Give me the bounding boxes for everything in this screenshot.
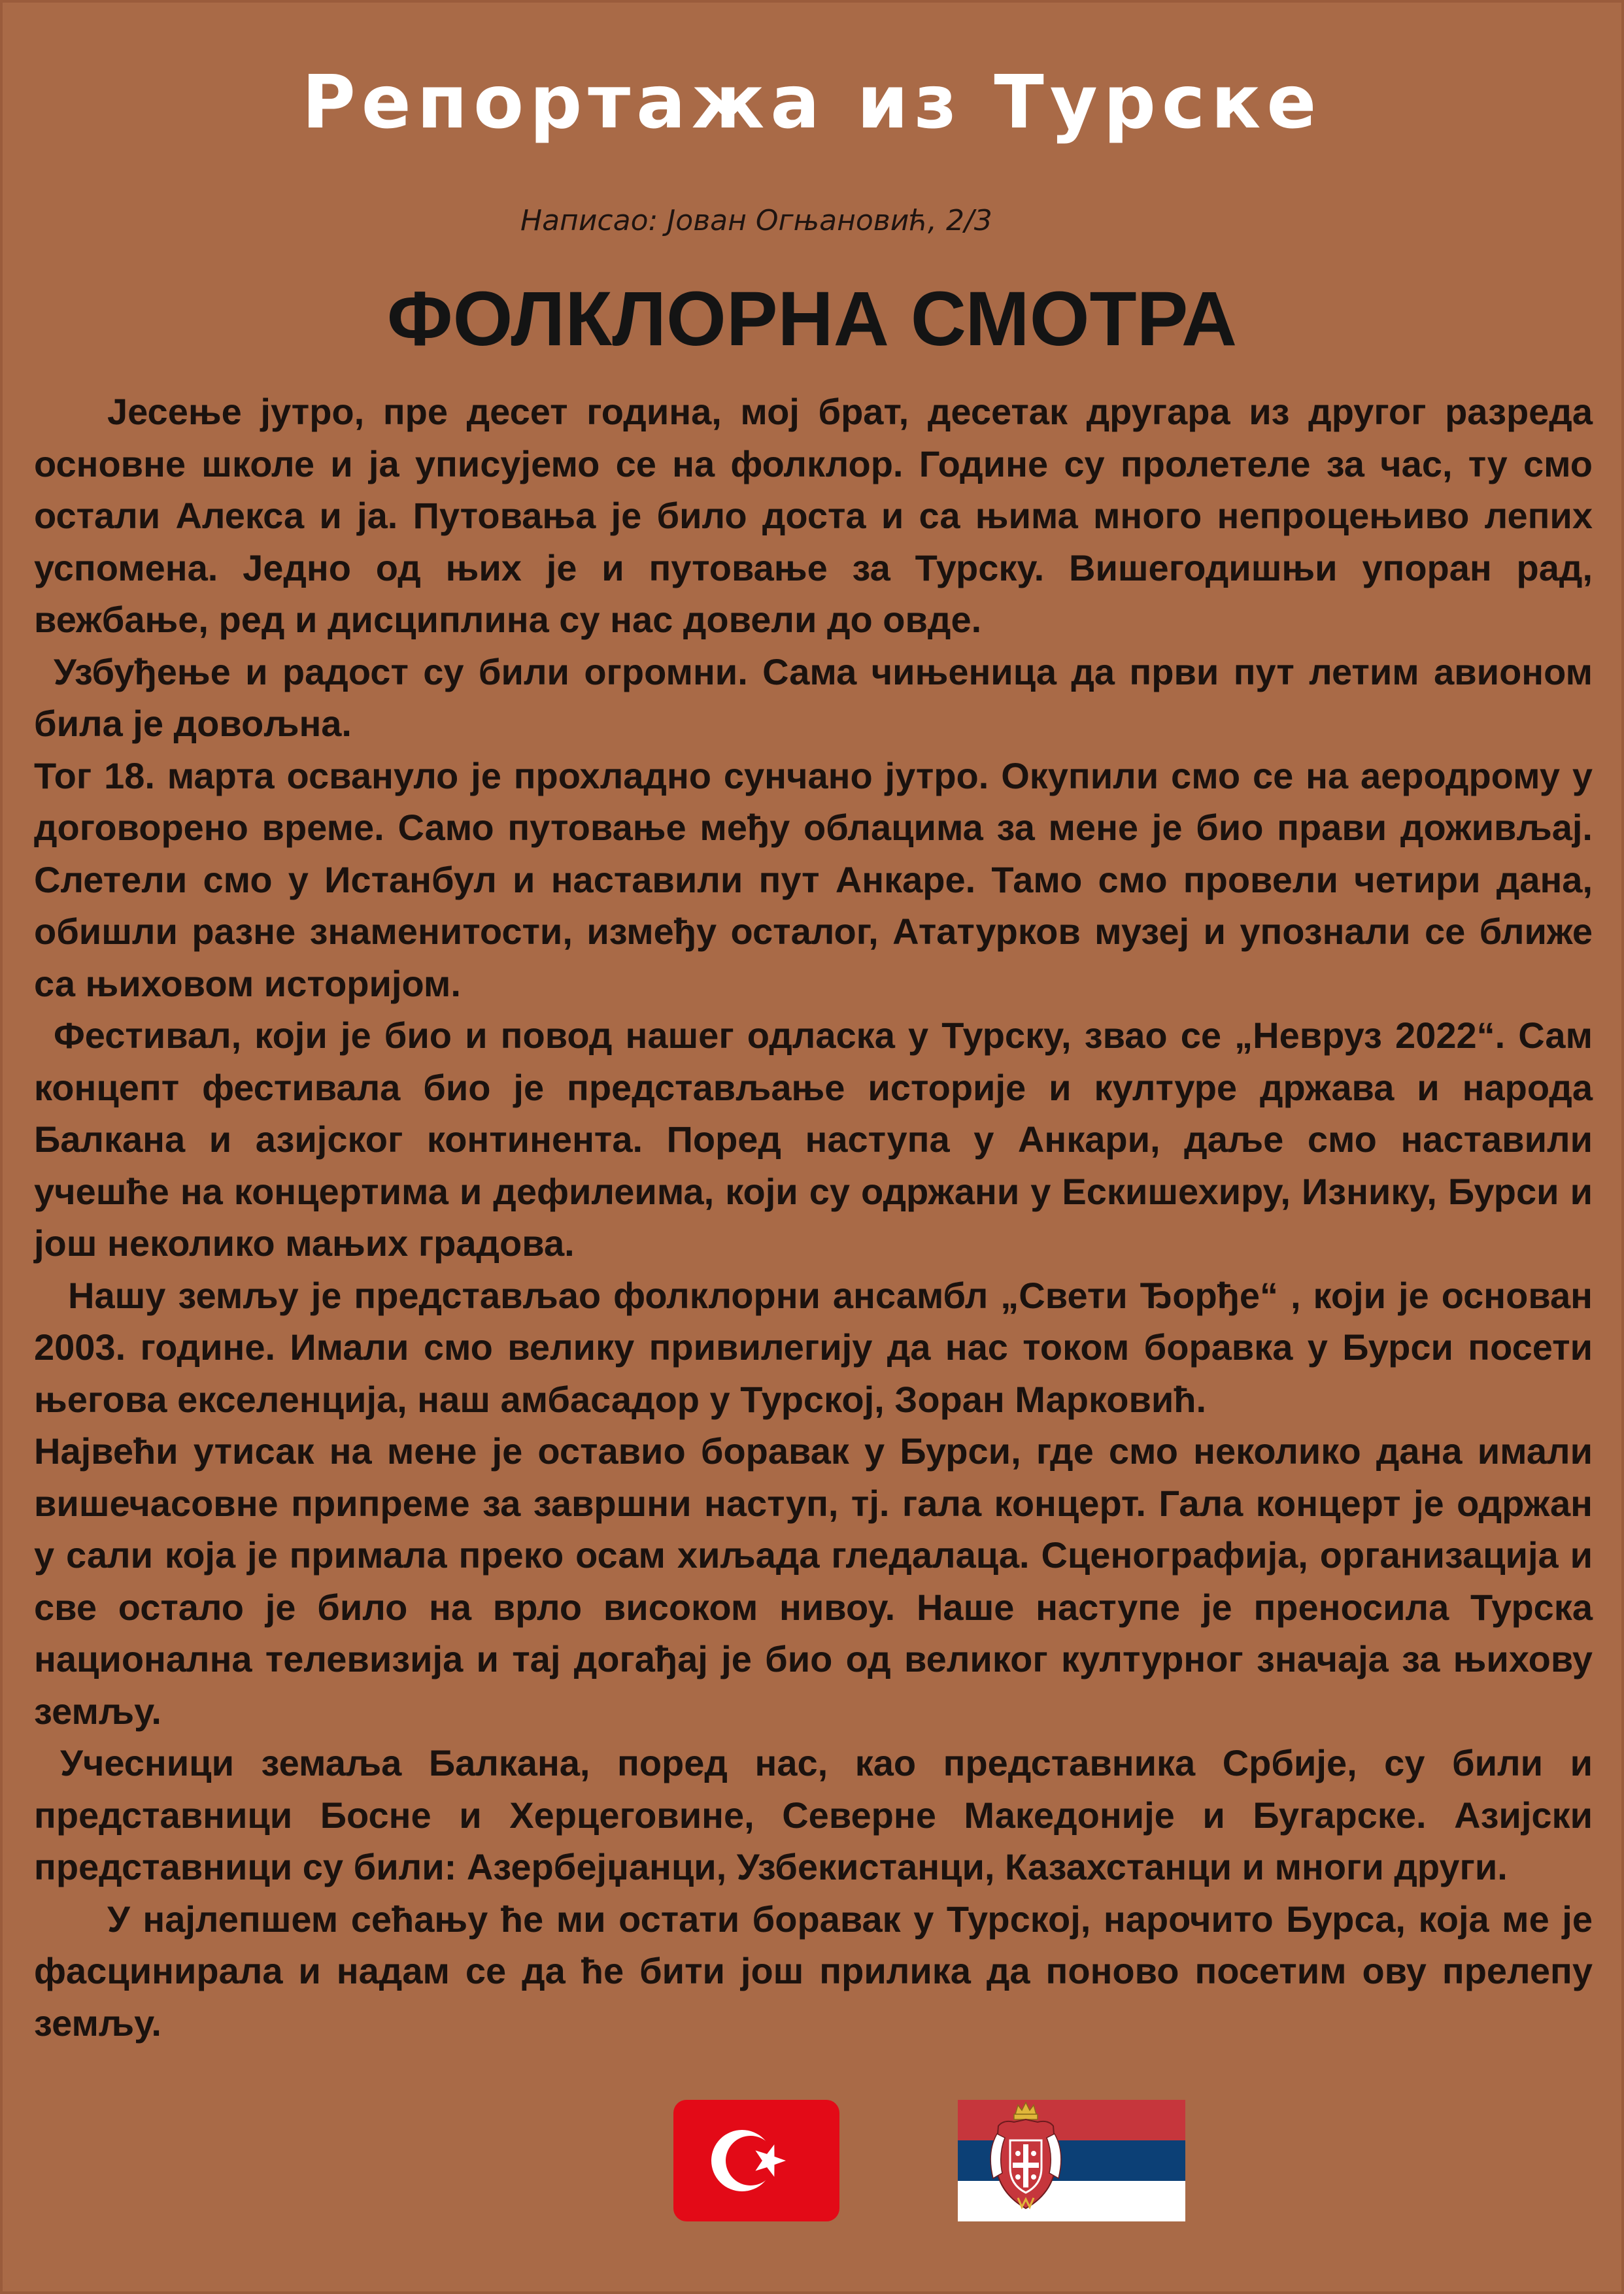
serbia-flag <box>958 2100 1185 2221</box>
article-paragraph: Учесници земаља Балкана, поред нас, као представника Србије, су били и представници Босне и Херцеговине, Северне Македоније и Бугарске. Азијски представници су били: Азербејџанци, Узбекистанци, Казахстанци и многи други. <box>34 1742 1593 1887</box>
article-paragraph: Тог 18. марта освануло је прохладно сунчано јутро. Окупили смо се на аеродрому у договорено време. Само путовање међу облацима за мене је био прави доживљај. Слетели смо у Истанбул и наставили пут Анкаре. Тамо смо провели четири дана, обишли разне знаменитости, између осталог, Ататурков музеј и упознали се ближе са њиховом историјом. <box>34 754 1593 1004</box>
article-headline: ФОЛКЛОРНА СМОТРА <box>386 276 1238 362</box>
turkey-flag-emblem <box>673 2100 839 2221</box>
article-paragraph: У најлепшем сећању ће ми остати боравак у Турској, нарочито Бурса, која ме је фасцинирала и надам се да ће бити још прилика да поново посетим ову прелепу земљу. <box>34 1898 1593 2044</box>
author-byline: Написао: Јован Огњановић, 2/3 <box>520 204 992 237</box>
page-title: Репортажа из Турске <box>301 60 1323 145</box>
article-paragraph: Нашу земљу је представљао фолклорни ансамбл „Свети Ђорђе“ , који је основан 2003. године. Имали смо велику привилегију да нас током боравка у Бурси посети његова екселенција, наш амбасадор у Турској, Зоран Марковић. <box>34 1274 1593 1420</box>
turkey-flag <box>673 2100 839 2221</box>
article-paragraph: Фестивал, који је био и повод нашег одласка у Турску, звао се „Невруз 2022“. Сам концепт фестивала био је представљање историје и културе држава и народа Балкана и азијског континента. Поред наступа у Анкари, даље смо наставили учешће на концертима и дефилеима, који су одржани у Ескишехиру, Изнику, Бурси и још неколико мањих градова. <box>34 1015 1593 1264</box>
article-paragraph: Јесење јутро, пре десет година, мој брат, десетак другара из другог разреда основне школе и ја уписујемо се на фолклор. Године су пролетеле за час, ту смо остали Алекса и ја. Путовања је било доста и са њима много непроцењиво лепих успомена. Једно од њих је и путовање за Турску. Вишегодишњи упоран рад, вежбање, ред и дисциплина су нас довели до овде. <box>34 391 1593 640</box>
serbia-flag-emblem <box>958 2100 1185 2221</box>
article-body <box>34 386 1593 2049</box>
article-paragraph: Узбуђење и радост су били огромни. Сама чињеница да први пут летим авионом била је довољна. <box>34 650 1593 744</box>
article-paragraph: Највећи утисак на мене је оставио боравак у Бурси, где смо неколико дана имали вишечасовне припреме за завршни наступ, тј. гала концерт. Гала концерт је одржан у сали која је примала преко осам хиљада гледалаца. Сценографија, организација и све остало је било на врло високом нивоу. Наше наступе је преносила Турска национална телевизија и тај догађај је био од великог културног значаја за њихову земљу. <box>34 1430 1593 1732</box>
